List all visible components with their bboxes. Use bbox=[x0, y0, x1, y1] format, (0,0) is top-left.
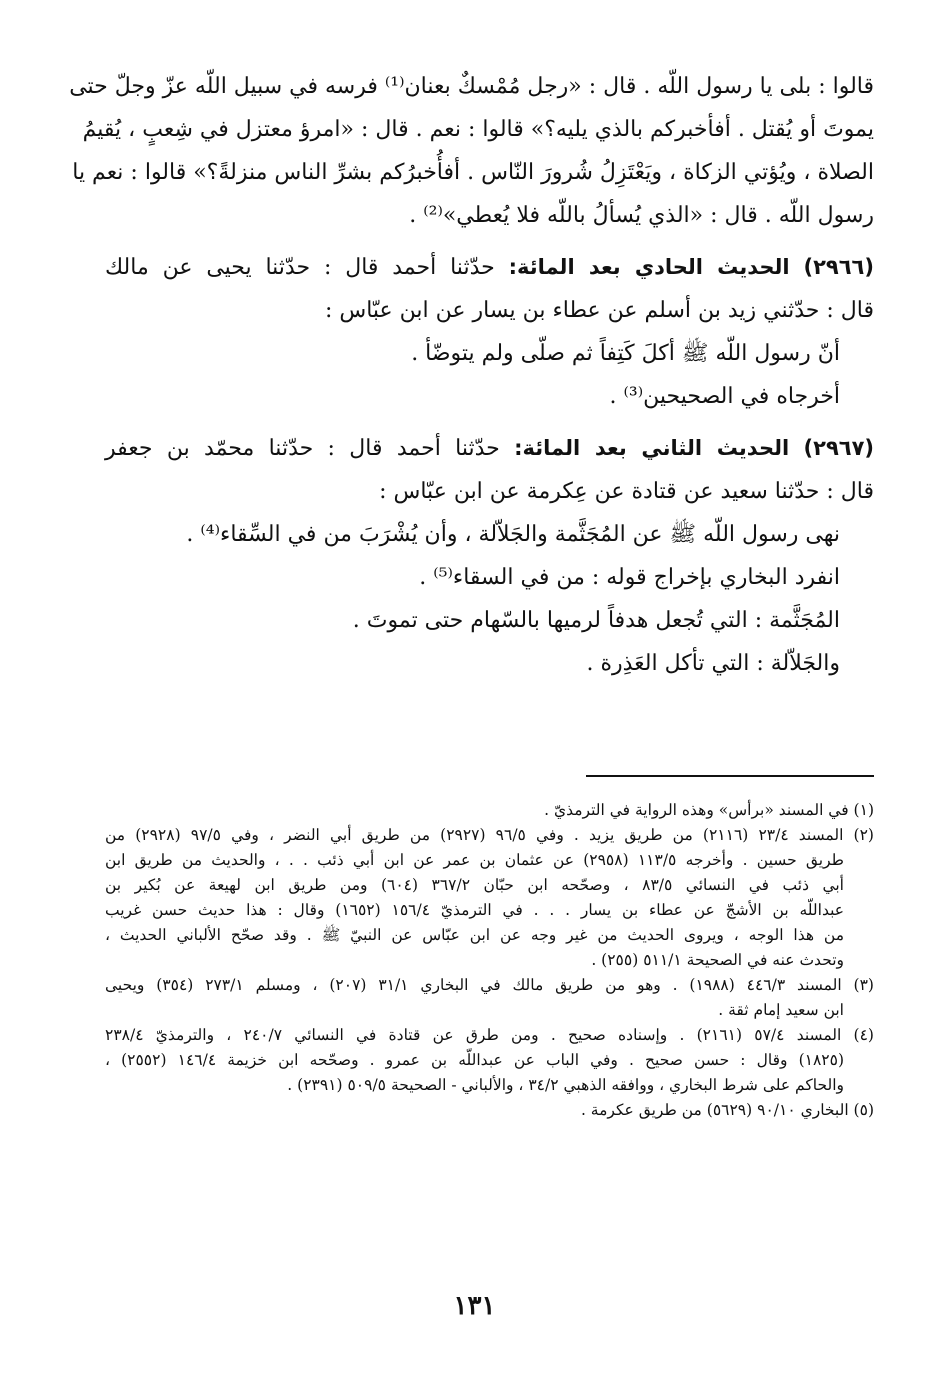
hadith-number: (٢٩٦٦) bbox=[803, 255, 874, 279]
footnote-3: (٣) المسند ٤٤٦/٣ (١٩٨٨) . وهو من طريق مالك في البخاري ٣١/١ (٢٠٧) ، ومسلم ٢٧٣/١ (٣٥٤) ويحيى bbox=[105, 976, 874, 994]
text-line: رسول اللّه . قال : «الذي يُسألُ باللّه فلا يُعطي»⁽²⁾ . bbox=[409, 203, 874, 228]
hadith-title: الحديث الثاني بعد المائة: bbox=[514, 436, 790, 460]
text-line: أنّ رسول اللّه ﷺ أكلَ كَتِفاً ثم صلّى ولم يتوضّأ . bbox=[411, 341, 840, 366]
footnote-separator bbox=[586, 775, 874, 777]
footnote-4-line: والحاكم على شرط البخاري ، ووافقه الذهبي ٣٤/٢ ، والألباني - الصحيحة ٥٠٩/٥ (٢٣٩١) . bbox=[287, 1076, 844, 1094]
text-line: قال : حدّثني زيد بن أسلم عن عطاء بن يسار عن ابن عبّاس : bbox=[324, 298, 874, 323]
hadith-heading-2967 bbox=[105, 434, 874, 477]
footnote-2-line: من هذا الوجه ، ويروى الحديث من غير وجه عن ابن عبّاس عن النبيّ ﷺ . وقد صحّح الألباني الحديث ، bbox=[105, 926, 844, 944]
hadith-chain: حدّثنا أحمد قال : حدّثنا محمّد بن جعفر bbox=[105, 436, 500, 461]
text-line: والجَلاّلة : التي تأكل العَذِرة . bbox=[586, 651, 840, 676]
page-number: ١٣١ bbox=[453, 1291, 496, 1321]
footnote-1: (١) في المسند «برأس» وهذه الرواية في الترمذيّ . bbox=[544, 801, 874, 819]
hadith-title: الحديث الحادي بعد المائة: bbox=[508, 255, 790, 279]
footnote-4-line: (١٨٢٥) وقال : حسن صحيح . وفي الباب عن عبداللّه بن عمرو . وصحّحه ابن خزيمة ١٤٦/٤ (٢٥٥٢) ، bbox=[105, 1051, 844, 1069]
footnote-2-line: طريق حسين . وأخرجه ١١٣/٥ (٢٩٥٨) عن عثمان بن عمر عن ابن أبي ذئب . . ، والحديث من طريق ابن bbox=[105, 851, 844, 869]
text-line: المُجَثَّمة : التي تُجعل هدفاً لرميها بالسّهام حتى تموتَ . bbox=[352, 608, 840, 633]
text-line: نهى رسول اللّه ﷺ عن المُجَثَّمة والجَلاّلة ، وأن يُشْرَبَ من في السِّقاء⁽⁴⁾ . bbox=[186, 522, 840, 547]
text-line: أخرجاه في الصحيحين⁽³⁾ . bbox=[609, 384, 840, 409]
main-text bbox=[69, 72, 875, 692]
hadith-chain: حدّثنا أحمد قال : حدّثنا يحيى عن مالك bbox=[105, 255, 495, 280]
text-line: يموتَ أو يُقتل . أفأخبركم بالذي يليه؟» قالوا : نعم . قال : «امرؤ معتزل في شِعبٍ ، يُقيمُ bbox=[82, 117, 874, 142]
footnote-4: (٤) المسند ٥٧/٤ (٢١٦١) . وإسناده صحيح . ومن طرق عن قتادة في النسائي ٢٤٠/٧ ، والترمذيّ ٢٣٨/٤ bbox=[105, 1026, 874, 1044]
footnote-2-line: عبداللّه بن الأشجّ عن عطاء بن يسار . . . في الترمذيّ ١٥٦/٤ (١٦٥٢) وقال : هذا حديث حسن غريب bbox=[105, 901, 845, 919]
text-line: الصلاة ، ويُؤتي الزكاة ، ويَعْتَزِلُ شُرورَ النّاس . أفأُخبرُكم بشرِّ الناس منزلةً؟» قالوا : نعم يا bbox=[72, 160, 874, 185]
footnote-2: (٢) المسند ٢٣/٤ (٢١١٦) من طريق يزيد . وفي ٩٦/٥ (٢٩٢٧) من طريق أبي النضر ، وفي ٩٧/٥ (٢٩٢٨) من bbox=[105, 826, 874, 844]
footnote-2-line: وتحدث عنه في الصحيحة ٥١١/١ (٢٥٥) . bbox=[591, 951, 844, 969]
footnotes bbox=[105, 800, 874, 1125]
footnote-2-line: أبي ذئب في النسائي ٨٣/٥ ، وصحّحه ابن حبّان ٣٦٧/٢ (٦٠٤) ومن طريق ابن لهيعة عن بُكير بن bbox=[105, 876, 844, 894]
footnote-3-line: ابن سعيد إمام ثقة . bbox=[718, 1001, 844, 1019]
hadith-heading-2966 bbox=[105, 253, 874, 296]
text-line: انفرد البخاري بإخراج قوله : من في السقاء⁽⁵⁾ . bbox=[419, 565, 840, 590]
footnote-5: (٥) البخاري ٩٠/١٠ (٥٦٢٩) من طريق عكرمة . bbox=[580, 1101, 874, 1119]
text-line: قالوا : بلى يا رسول اللّه . قال : «رجل مُمْسكٌ بعنان⁽¹⁾ فرسه في سبيل اللّه عزّ وجلّ حتى bbox=[69, 74, 874, 99]
hadith-number: (٢٩٦٧) bbox=[803, 436, 875, 460]
text-line: قال : حدّثنا سعيد عن قتادة عن عِكرمة عن ابن عبّاس : bbox=[379, 479, 874, 504]
